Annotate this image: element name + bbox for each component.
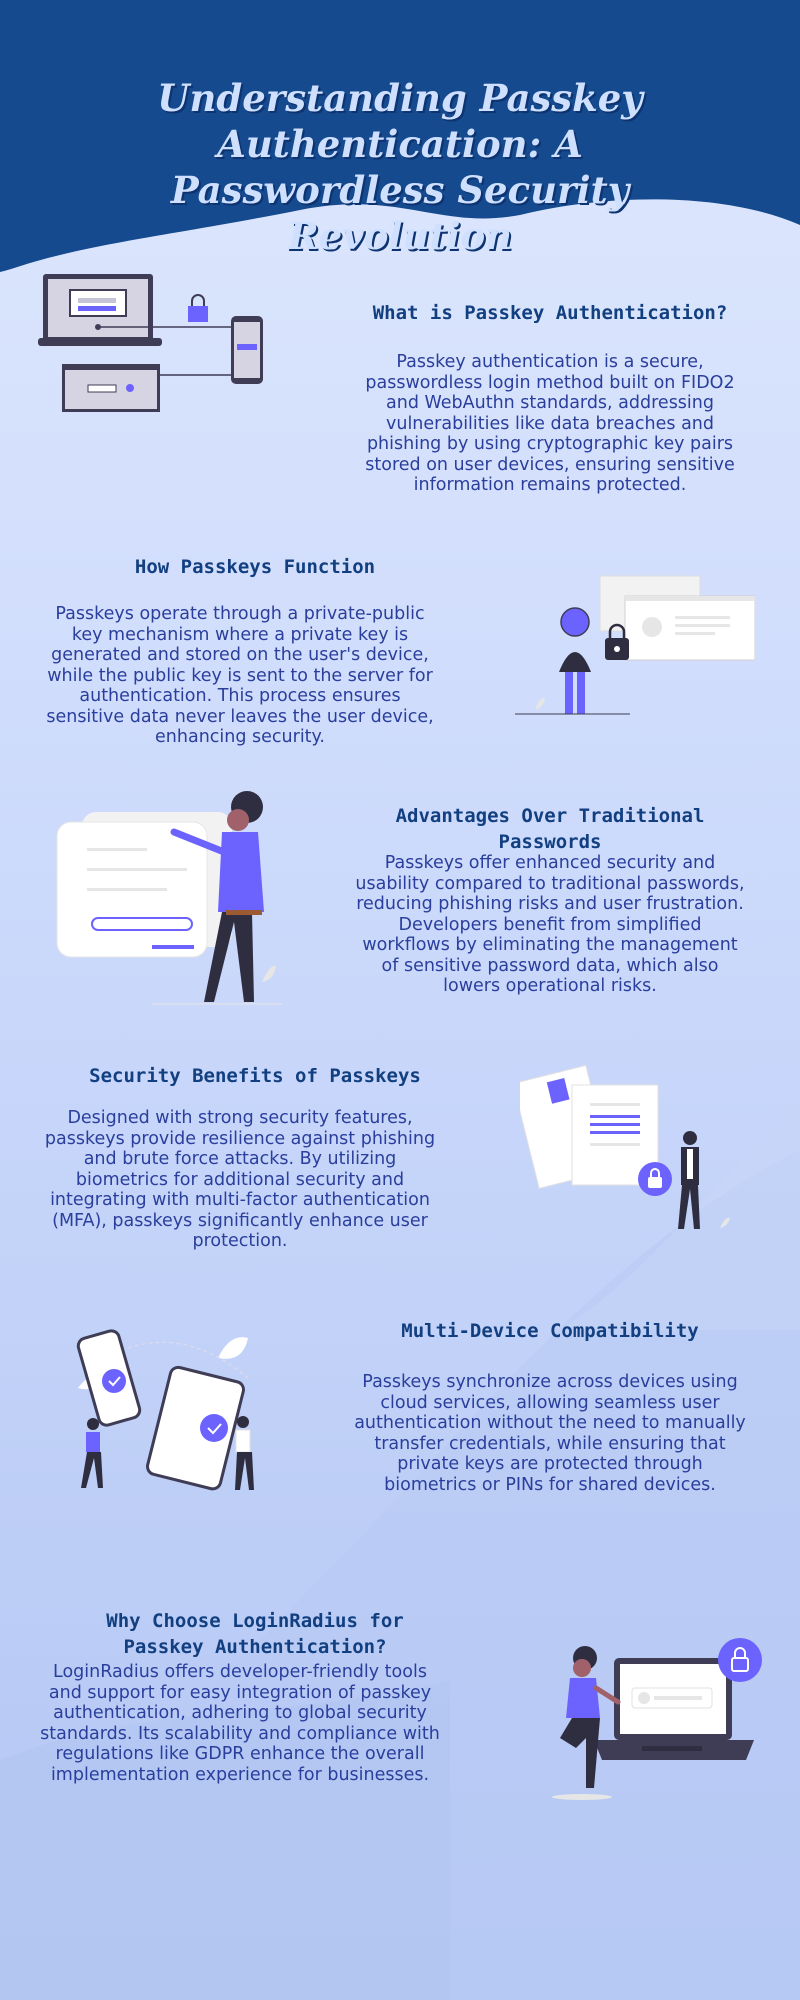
section-body: Passkey authentication is a secure, passwordless login method built on FIDO2 and WebAuthn standards, addressing vulnerabilities like data breaches and phishing by using cryptographic key pairs stored on user devices, ensuring sensitive information remains protected. [365, 352, 735, 495]
laptop-user-illustration [532, 1638, 767, 1803]
section-body: Designed with strong security features, passkeys provide resilience against phishing and brute force attacks. By utilizing biometrics for additional security and integrating with multi-factor authentication (MFA), passkeys significantly enhance user protection. [44, 1108, 436, 1251]
user-lock-illustration [515, 572, 755, 722]
devices-sync-illustration [58, 1328, 288, 1503]
section-title: Advantages Over Traditional Passwords [395, 805, 705, 853]
section-body: LoginRadius offers developer-friendly tools and support for easy integration of passkey authentication, adhering to global security standards. Its scalability and compliance with regulations like GDPR enhance the overall implementation experience for businesses. [40, 1662, 440, 1785]
devices-illustration [38, 272, 273, 422]
section-body: Passkeys synchronize across devices using cloud services, allowing seamless user authentication without the need to manually transfer credentials, while ensuring that private keys are protected through biometrics or PINs for shared devices. [354, 1372, 746, 1495]
section-body: Passkeys offer enhanced security and usability compared to traditional passwords, reducing phishing risks and user frustration. Developers benefit from simplified workflows by eliminating the management of sensitive password data, which also lowers operational risks. [355, 853, 745, 996]
page-title: Understanding Passkey Authentication: A Passwordless Security Revolution [157, 76, 643, 258]
user-form-illustration [52, 782, 292, 1012]
section-title: How Passkeys Function [134, 556, 376, 578]
section-title: Security Benefits of Passkeys [89, 1065, 421, 1087]
section-title: Multi-Device Compatibility [401, 1320, 699, 1342]
section-body: Passkeys operate through a private-public key mechanism where a private key is generated and stored on the user's device, while the public key is sent to the server for authentication. This process ensures sensitive data never leaves the user device, enhancing security. [46, 604, 434, 747]
header-banner [0, 0, 800, 290]
documents-lock-illustration [520, 1063, 750, 1243]
section-title: Why Choose LoginRadius for Passkey Authentication? [106, 1610, 404, 1658]
section-title: What is Passkey Authentication? [372, 302, 728, 324]
